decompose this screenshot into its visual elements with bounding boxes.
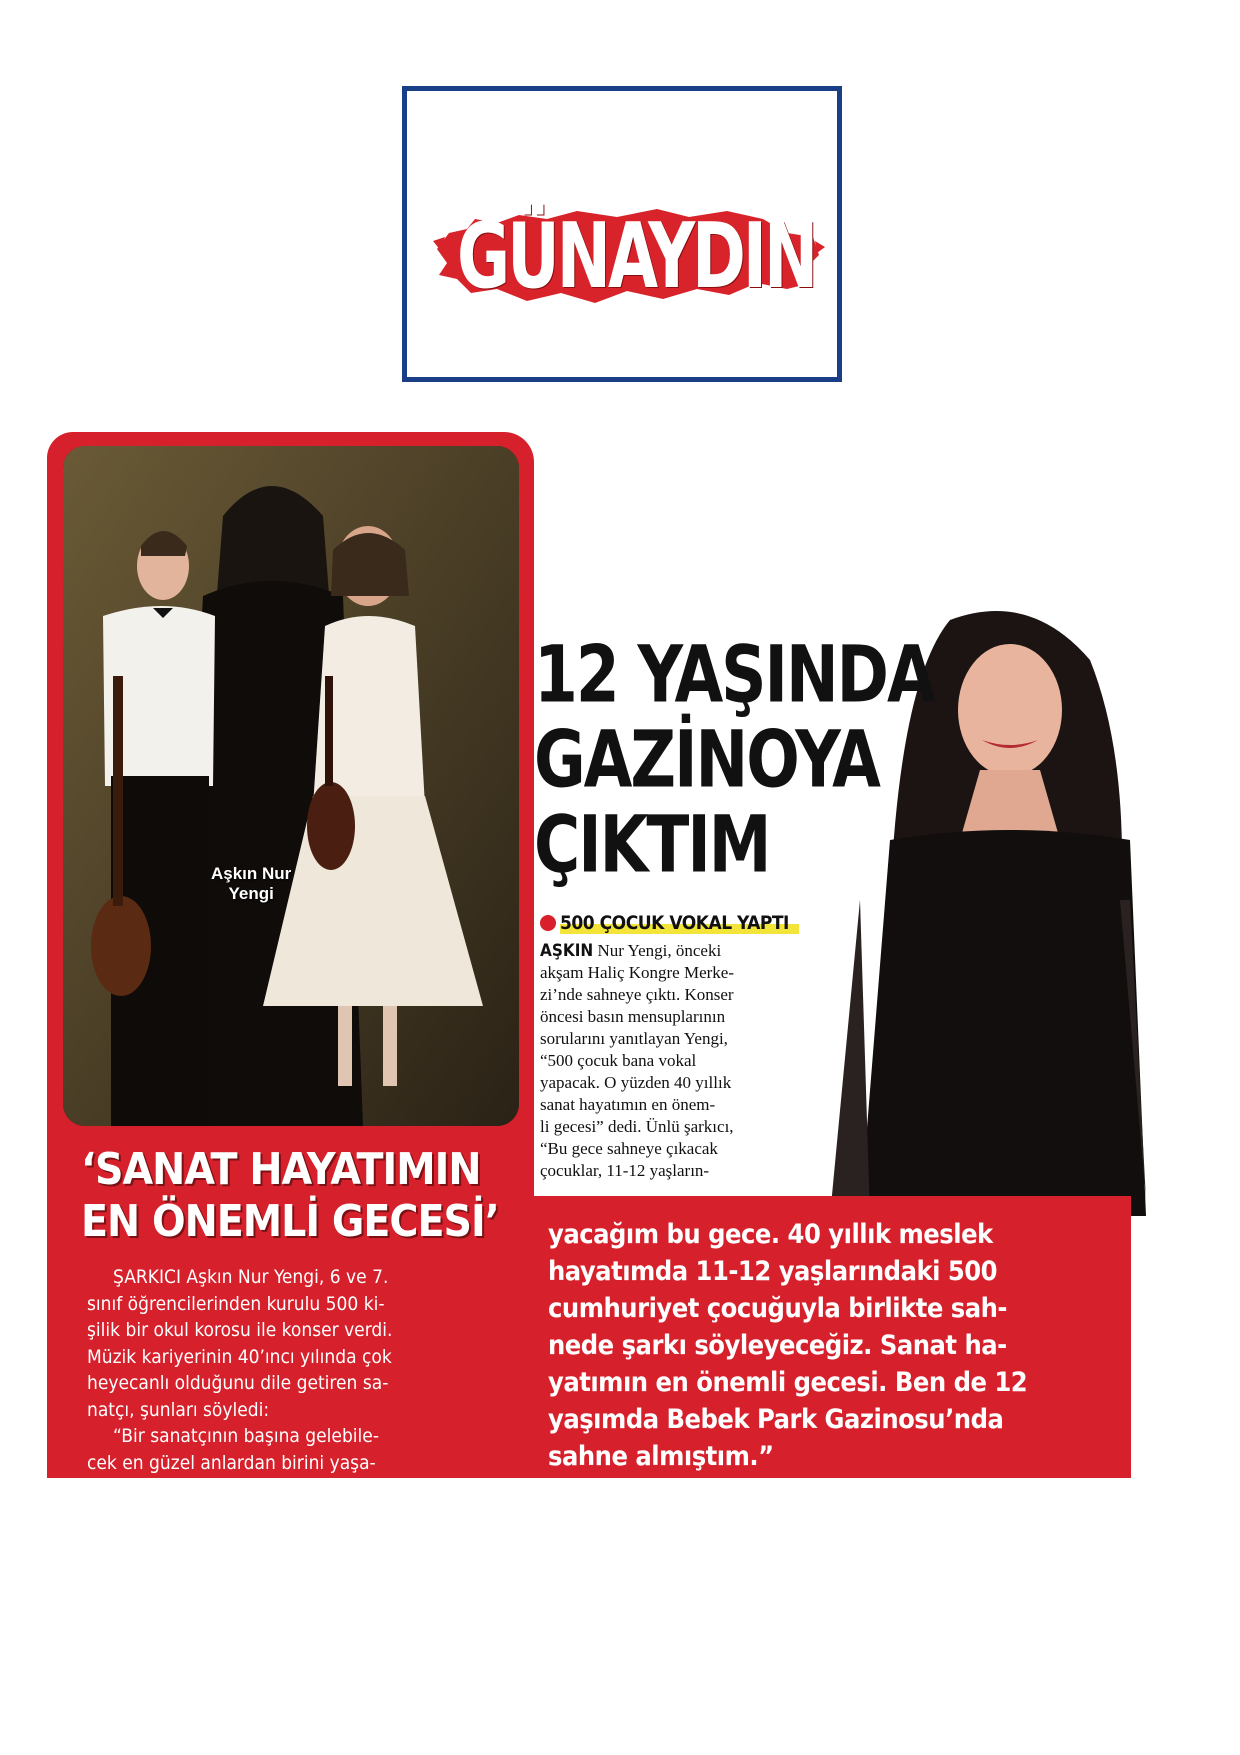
body-line: “Bu gece sahneye çıkacak (540, 1139, 718, 1158)
right-article-body (540, 940, 832, 1182)
body-line: natçı, şunları söyledi: (87, 1398, 270, 1421)
body-line: sorularını yanıtlayan Yengi, (540, 1029, 728, 1048)
body-text: Nur Yengi, önceki (593, 941, 722, 960)
body-line: heyecanlı olduğunu dile getiren sa- (87, 1372, 389, 1394)
logo-wordmark: GÜNAYDIN (457, 203, 816, 308)
subheading: 500 ÇOCUK VOKAL YAPTI (560, 912, 799, 934)
left-article-body (87, 1264, 523, 1476)
body-line: “500 çocuk bana vokal (540, 1051, 697, 1070)
concert-photo (63, 446, 519, 1126)
body-line: şilik bir okul korosu ile konser verdi. (87, 1319, 393, 1341)
headline-line: 12 YAŞINDA (534, 628, 934, 721)
newspaper-logo (402, 86, 842, 382)
left-headline (81, 1144, 521, 1248)
body-line: Müzik kariyerinin 40’ıncı yılında çok (87, 1345, 392, 1368)
headline-line: ÇIKTIM (534, 798, 770, 891)
body-line: cek en güzel anlardan birini yaşa- (87, 1451, 376, 1474)
body-line: akşam Haliç Kongre Merke- (540, 963, 735, 982)
right-article-clipping (534, 600, 1146, 1216)
body-line: ŞARKICI Aşkın Nur Yengi, 6 ve 7. (113, 1266, 389, 1288)
quote-panel (534, 1196, 1131, 1478)
photo-caption (211, 864, 291, 904)
body-line: sınıf öğrencilerinden kurulu 500 ki- (87, 1292, 385, 1315)
photo-illustration (63, 446, 519, 1126)
body-line: li gecesi” dedi. Ünlü şarkıcı, (540, 1117, 734, 1136)
caption-line: Yengi (228, 884, 274, 903)
quote-text (548, 1216, 1108, 1475)
body-line: öncesi basın mensuplarının (540, 1007, 726, 1026)
body-line: yapacak. O yüzden 40 yıllık (540, 1073, 732, 1092)
logo-prefix: SABAH'ın (465, 183, 543, 199)
quote-line: yaşımda Bebek Park Gazinosu’nda (548, 1404, 1004, 1435)
headline-line: EN ÖNEMLİ GECESİ’ (81, 1196, 499, 1247)
body-line: “Bir sanatçının başına gelebile- (113, 1425, 379, 1447)
subheading-row (540, 912, 799, 934)
quote-line: sahne almıştım.” (548, 1441, 774, 1472)
body-line: sanat hayatımın en önem- (540, 1095, 716, 1114)
body-line: zi’nde sahneye çıktı. Konser (540, 985, 734, 1004)
quote-line: hayatımda 11-12 yaşlarındaki 500 (548, 1256, 998, 1287)
quote-line: yacağım bu gece. 40 yıllık meslek (548, 1219, 993, 1250)
body-line (540, 940, 832, 962)
quote-line: yatımın en önemli gecesi. Ben de 12 (548, 1367, 1028, 1398)
caption-line: Aşkın Nur (211, 864, 292, 883)
headline-line: GAZİNOYA (534, 713, 879, 806)
bullet-dot-icon (540, 915, 556, 931)
headline-line: ‘SANAT HAYATIMIN (81, 1144, 481, 1195)
body-line: çocuklar, 11-12 yaşların- (540, 1161, 710, 1180)
right-headline (534, 628, 954, 891)
quote-line: nede şarkı söyleyeceğiz. Sanat ha- (548, 1330, 1007, 1361)
quote-line: cumhuriyet çocuğuyla birlikte sah- (548, 1293, 1007, 1324)
body-lead: AŞKIN (540, 941, 594, 961)
left-article-clipping (47, 432, 534, 1478)
